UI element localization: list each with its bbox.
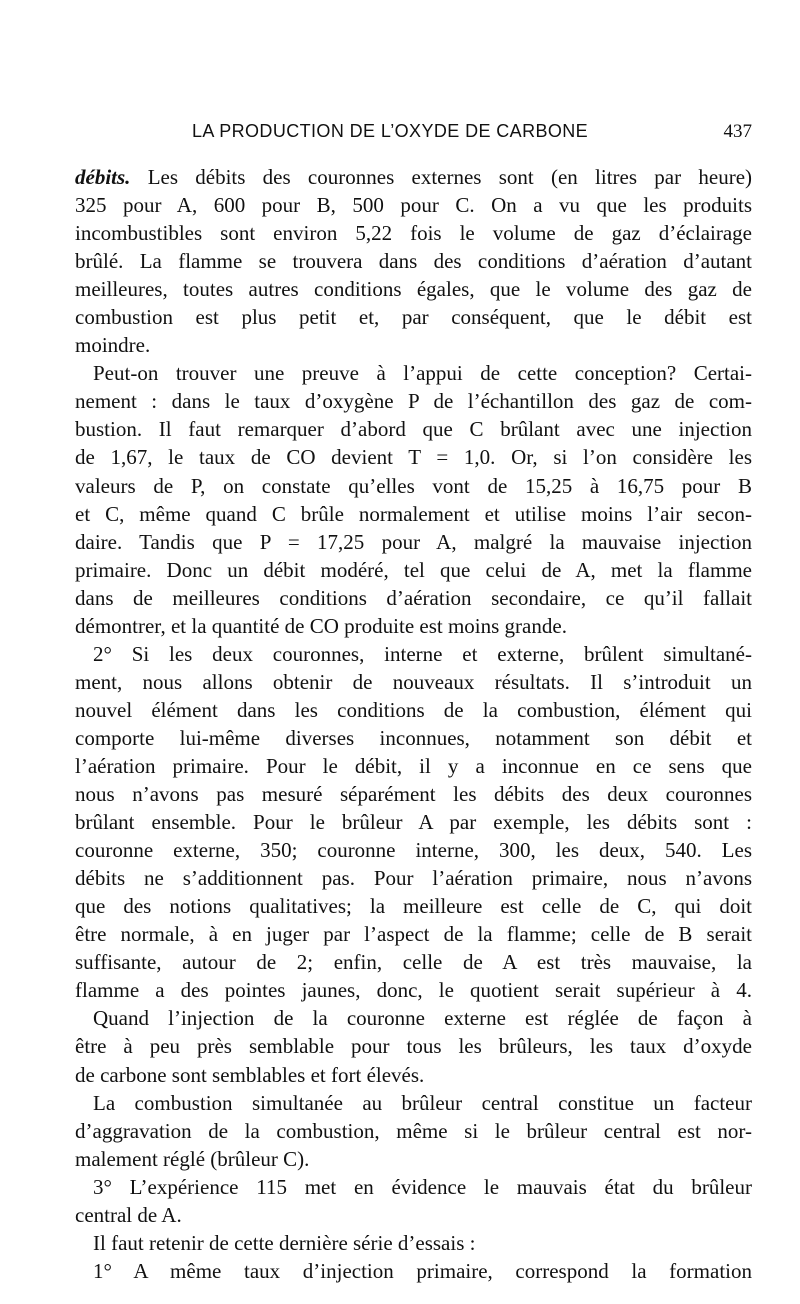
text-line: bustion. Il faut remarquer d’abord que C brûlant avec une injection — [75, 417, 752, 442]
text-line: 1° A même taux d’injection primaire, correspond la formation — [93, 1258, 752, 1283]
text-line: meilleures, toutes autres conditions égales, que le volume des gaz de — [75, 277, 752, 302]
text-line: d’aggravation de la combustion, même si le brûleur central est nor- — [75, 1118, 752, 1143]
page-number: 437 — [723, 121, 752, 142]
text-line: dans de meilleures conditions d’aération secondaire, ce qu’il fallait — [75, 585, 752, 610]
text-line: La combustion simultanée au brûleur central constitue un facteur — [93, 1090, 752, 1115]
text-line: démontrer, et la quantité de CO produite est moins grande. — [75, 613, 567, 638]
text-line: l’aération primaire. Pour le débit, il y a inconnue en ce sens que — [75, 753, 752, 778]
text-line: être normale, à en juger par l’aspect de la flamme; celle de B serait — [75, 922, 752, 947]
text-line: 325 pour A, 600 pour B, 500 pour C. On a vu que les produits — [75, 193, 752, 218]
text-line: incombustibles sont environ 5,22 fois le volume de gaz d’éclairage — [75, 221, 752, 246]
text-line: daire. Tandis que P = 17,25 pour A, malgré la mauvaise injection — [75, 529, 752, 554]
text-line: moindre. — [75, 333, 151, 358]
text-line: Il faut retenir de cette dernière série d’essais : — [93, 1230, 476, 1255]
text-line: combustion est plus petit et, par conséquent, que le débit est — [75, 305, 752, 330]
text-line: 2° Si les deux couronnes, interne et externe, brûlent simultané- — [93, 641, 752, 666]
text-line: suffisante, autour de 2; enfin, celle de A est très mauvaise, la — [75, 950, 752, 975]
text-line: central de A. — [75, 1202, 182, 1227]
running-title: LA PRODUCTION DE L’OXYDE DE CARBONE — [192, 121, 589, 141]
text-line: Peut-on trouver une preuve à l’appui de cette conception? Certai- — [93, 361, 752, 386]
text-line: flamme a des pointes jaunes, donc, le quotient serait supérieur à 4. — [75, 978, 752, 1003]
text-line: et C, même quand C brûle normalement et utilise moins l’air secon- — [75, 501, 752, 526]
text-line: être à peu près semblable pour tous les brûleurs, les taux d’oxyde — [75, 1034, 752, 1059]
text-line: brûlé. La flamme se trouvera dans des conditions d’aération d’autant — [75, 249, 752, 274]
text-line: débits ne s’additionnent pas. Pour l’aération primaire, nous n’avons — [75, 866, 752, 891]
text-line: comporte lui-même diverses inconnues, notamment son débit et — [75, 725, 752, 750]
text-line: de carbone sont semblables et fort élevés. — [75, 1062, 425, 1087]
text-line: couronne externe, 350; couronne interne, 300, les deux, 540. Les — [75, 838, 752, 863]
text-line-rest: Les débits des couronnes externes sont (en litres par heure) — [147, 165, 753, 189]
text-line: 3° L’expérience 115 met en évidence le mauvais état du brûleur — [93, 1174, 752, 1199]
text-line: que des notions qualitatives; la meilleure est celle de C, qui doit — [75, 894, 752, 919]
text-line — [75, 163, 752, 191]
text-line: brûlant ensemble. Pour le brûleur A par exemple, les débits sont : — [75, 810, 752, 835]
text-line: valeurs de P, on constate qu’elles vont de 15,25 à 16,75 pour B — [75, 473, 752, 498]
text-line: malement réglé (brûleur C). — [75, 1146, 310, 1171]
text-line: nous n’avons pas mesuré séparément les débits des deux couronnes — [75, 782, 752, 807]
italic-term: débits. — [75, 165, 131, 189]
running-head — [75, 121, 752, 145]
text-line: nouvel élément dans les conditions de la combustion, élément qui — [75, 697, 752, 722]
text-line: de 1,67, le taux de CO devient T = 1,0. Or, si l’on considère les — [75, 445, 752, 470]
text-line: nement : dans le taux d’oxygène P de l’échantillon des gaz de com- — [75, 389, 752, 414]
text-line: primaire. Donc un débit modéré, tel que celui de A, met la flamme — [75, 557, 752, 582]
body-text — [75, 163, 752, 1285]
text-line: Quand l’injection de la couronne externe est réglée de façon à — [93, 1006, 752, 1031]
text-line: ment, nous allons obtenir de nouveaux résultats. Il s’introduit un — [75, 669, 752, 694]
